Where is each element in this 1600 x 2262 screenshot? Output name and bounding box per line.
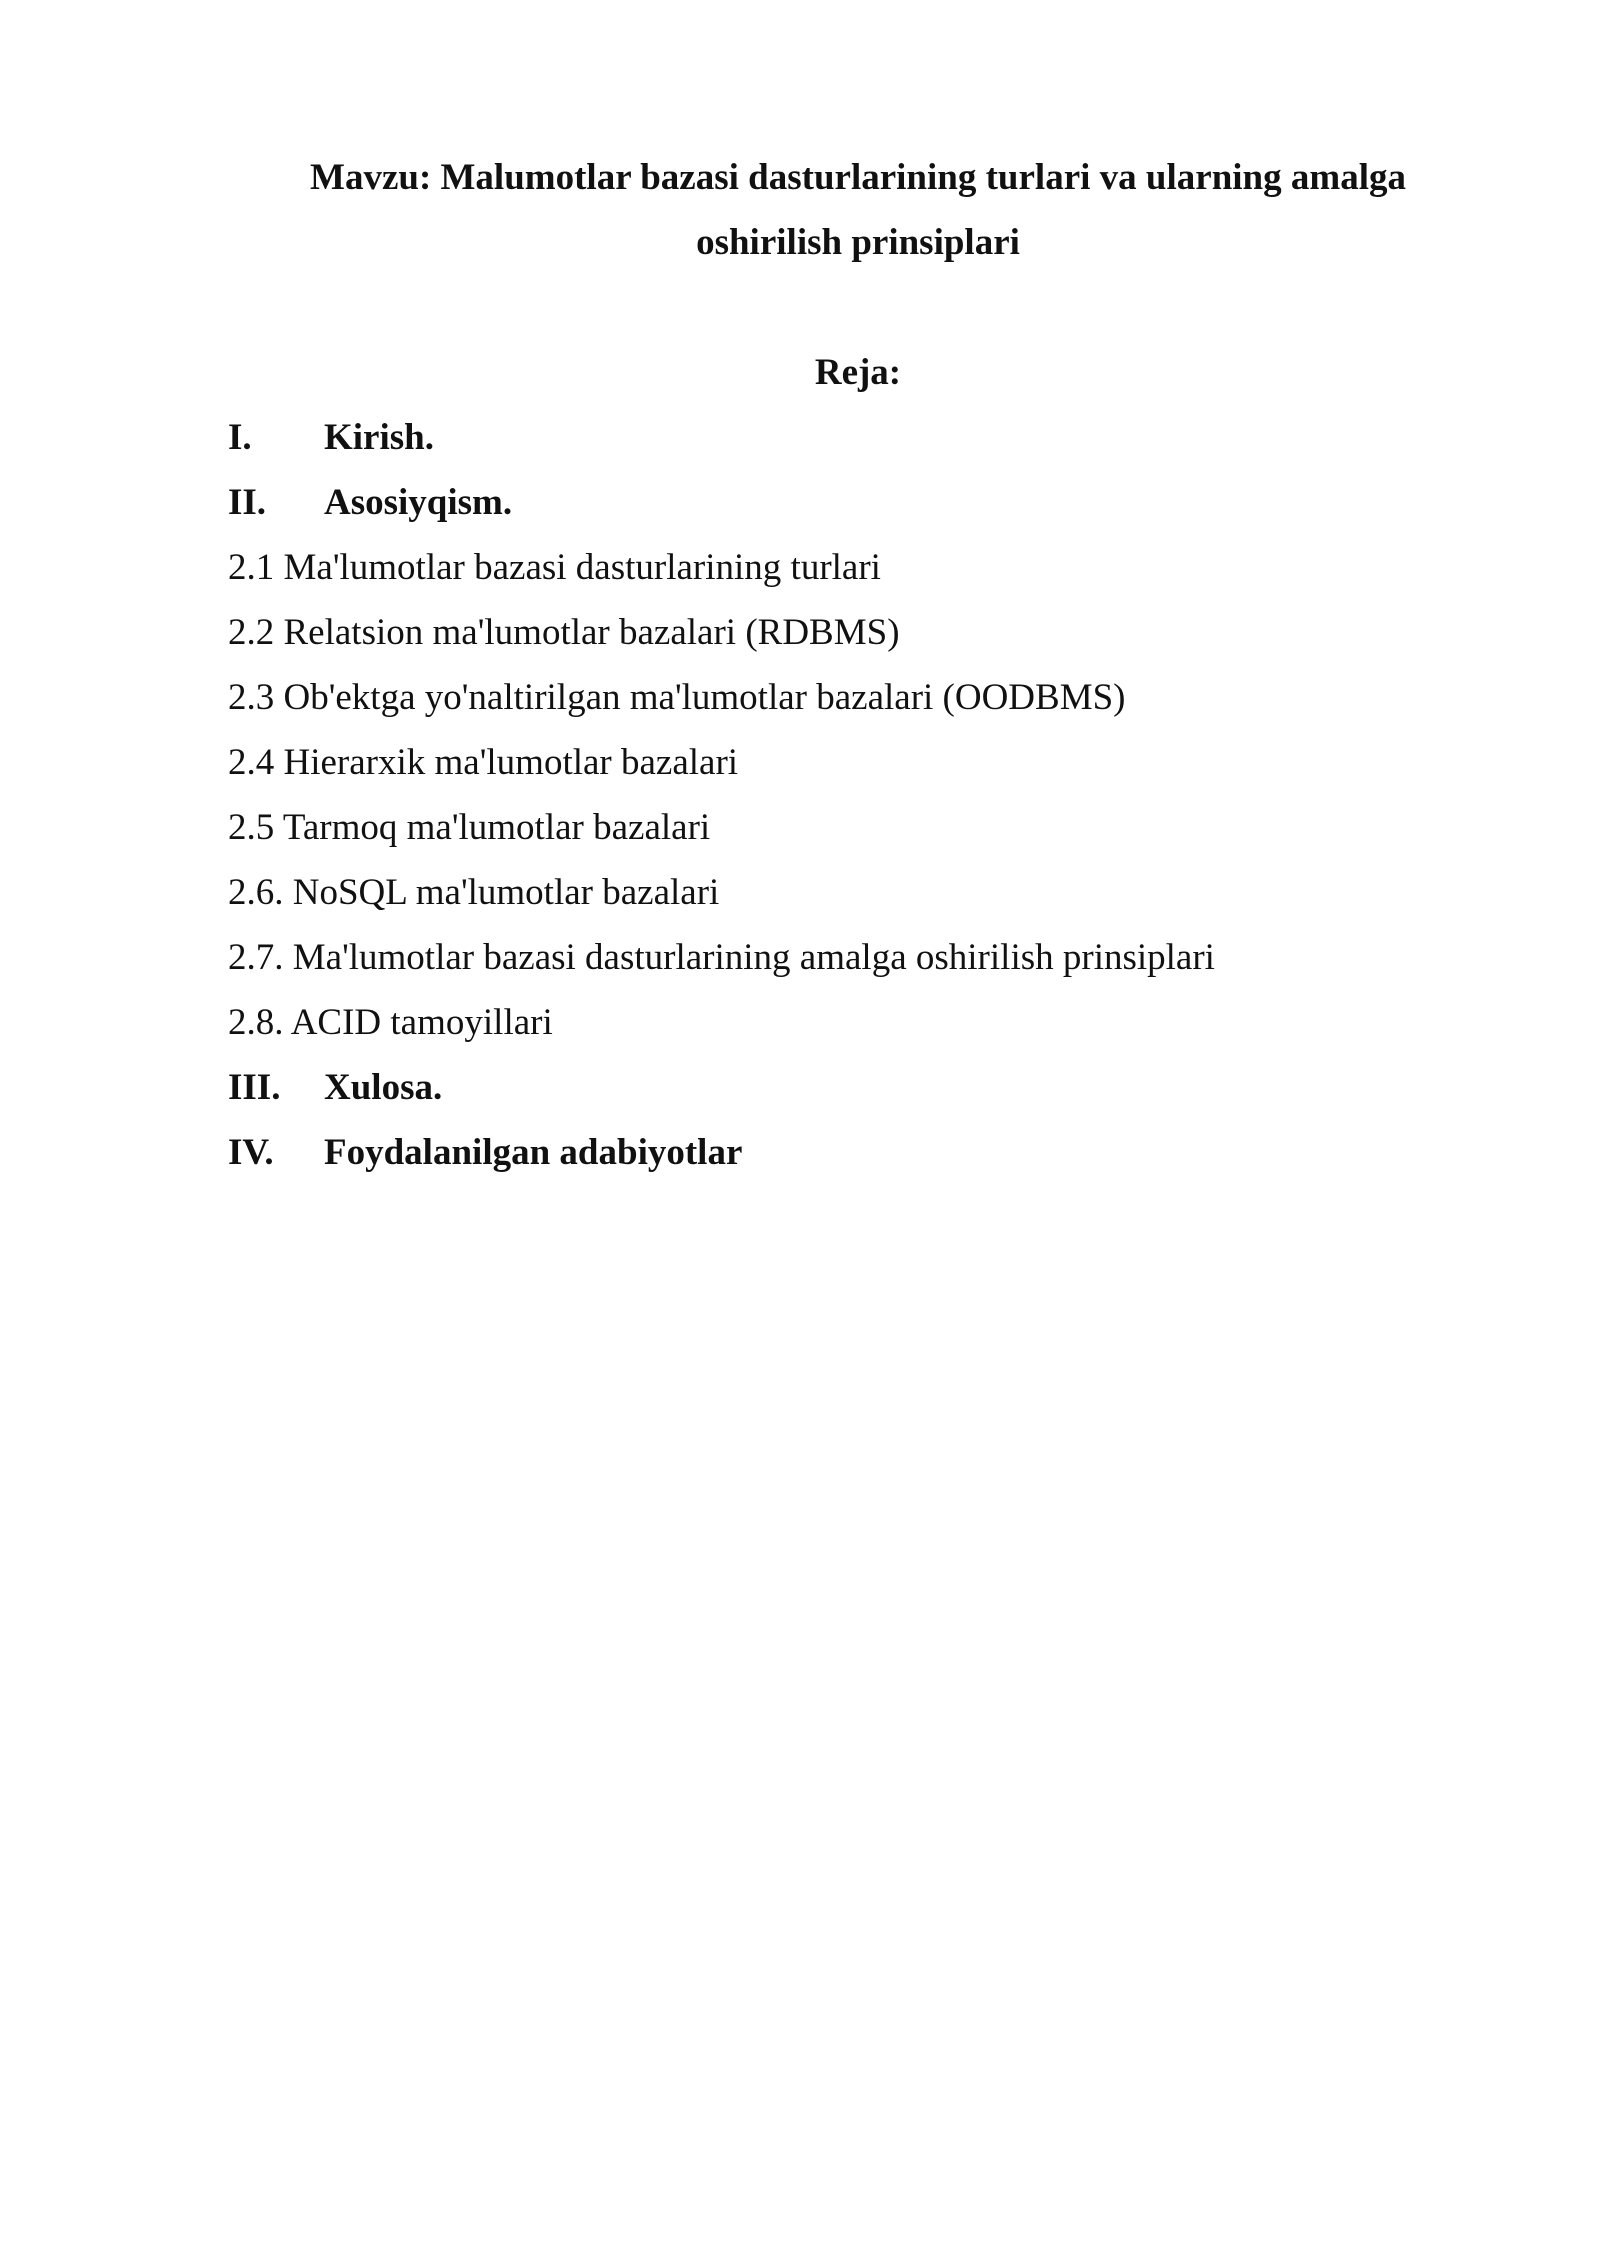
- plan-subitem-2-2: 2.2 Relatsion ma'lumotlar bazalari (RDBMS): [228, 612, 900, 653]
- plan-subitem-2-4: 2.4 Hierarxik ma'lumotlar bazalari: [228, 742, 739, 783]
- section-label: Xulosa.: [324, 1067, 443, 1108]
- plan-item-conclusion: [228, 1055, 1478, 1120]
- section-number: II.: [228, 482, 267, 523]
- document-title: [228, 145, 1488, 275]
- title-line-2: oshirilish prinsiplari: [696, 222, 1020, 263]
- section-label: Asosiyqism.: [324, 482, 513, 523]
- plan-subitem-2-5: 2.5 Tarmoq ma'lumotlar bazalari: [228, 807, 711, 848]
- section-number: I.: [228, 417, 252, 458]
- section-number: IV.: [228, 1132, 274, 1173]
- section-number: III.: [228, 1067, 281, 1108]
- section-label: Kirish.: [324, 417, 434, 458]
- plan-subitem-2-3: 2.3 Ob'ektga yo'naltirilgan ma'lumotlar bazalari (OODBMS): [228, 677, 1126, 718]
- plan-item-references: [228, 1120, 1478, 1185]
- plan-list: [228, 405, 1478, 1185]
- title-line-1: Mavzu: Malumotlar bazasi dasturlarining turlari va ularning amalga: [310, 157, 1406, 198]
- plan-item-introduction: [228, 405, 1478, 470]
- section-label: Foydalanilgan adabiyotlar: [324, 1132, 743, 1173]
- plan-item-main-part: [228, 470, 1478, 535]
- plan-subitem-2-6: 2.6. NoSQL ma'lumotlar bazalari: [228, 872, 720, 913]
- plan-subitem-2-1: 2.1 Ma'lumotlar bazasi dasturlarining turlari: [228, 547, 881, 588]
- plan-heading: Reja:: [814, 352, 902, 393]
- plan-subitem-2-7: 2.7. Ma'lumotlar bazasi dasturlarining amalga oshirilish prinsiplari: [228, 937, 1215, 978]
- plan-subitem-2-8: 2.8. ACID tamoyillari: [228, 1002, 553, 1043]
